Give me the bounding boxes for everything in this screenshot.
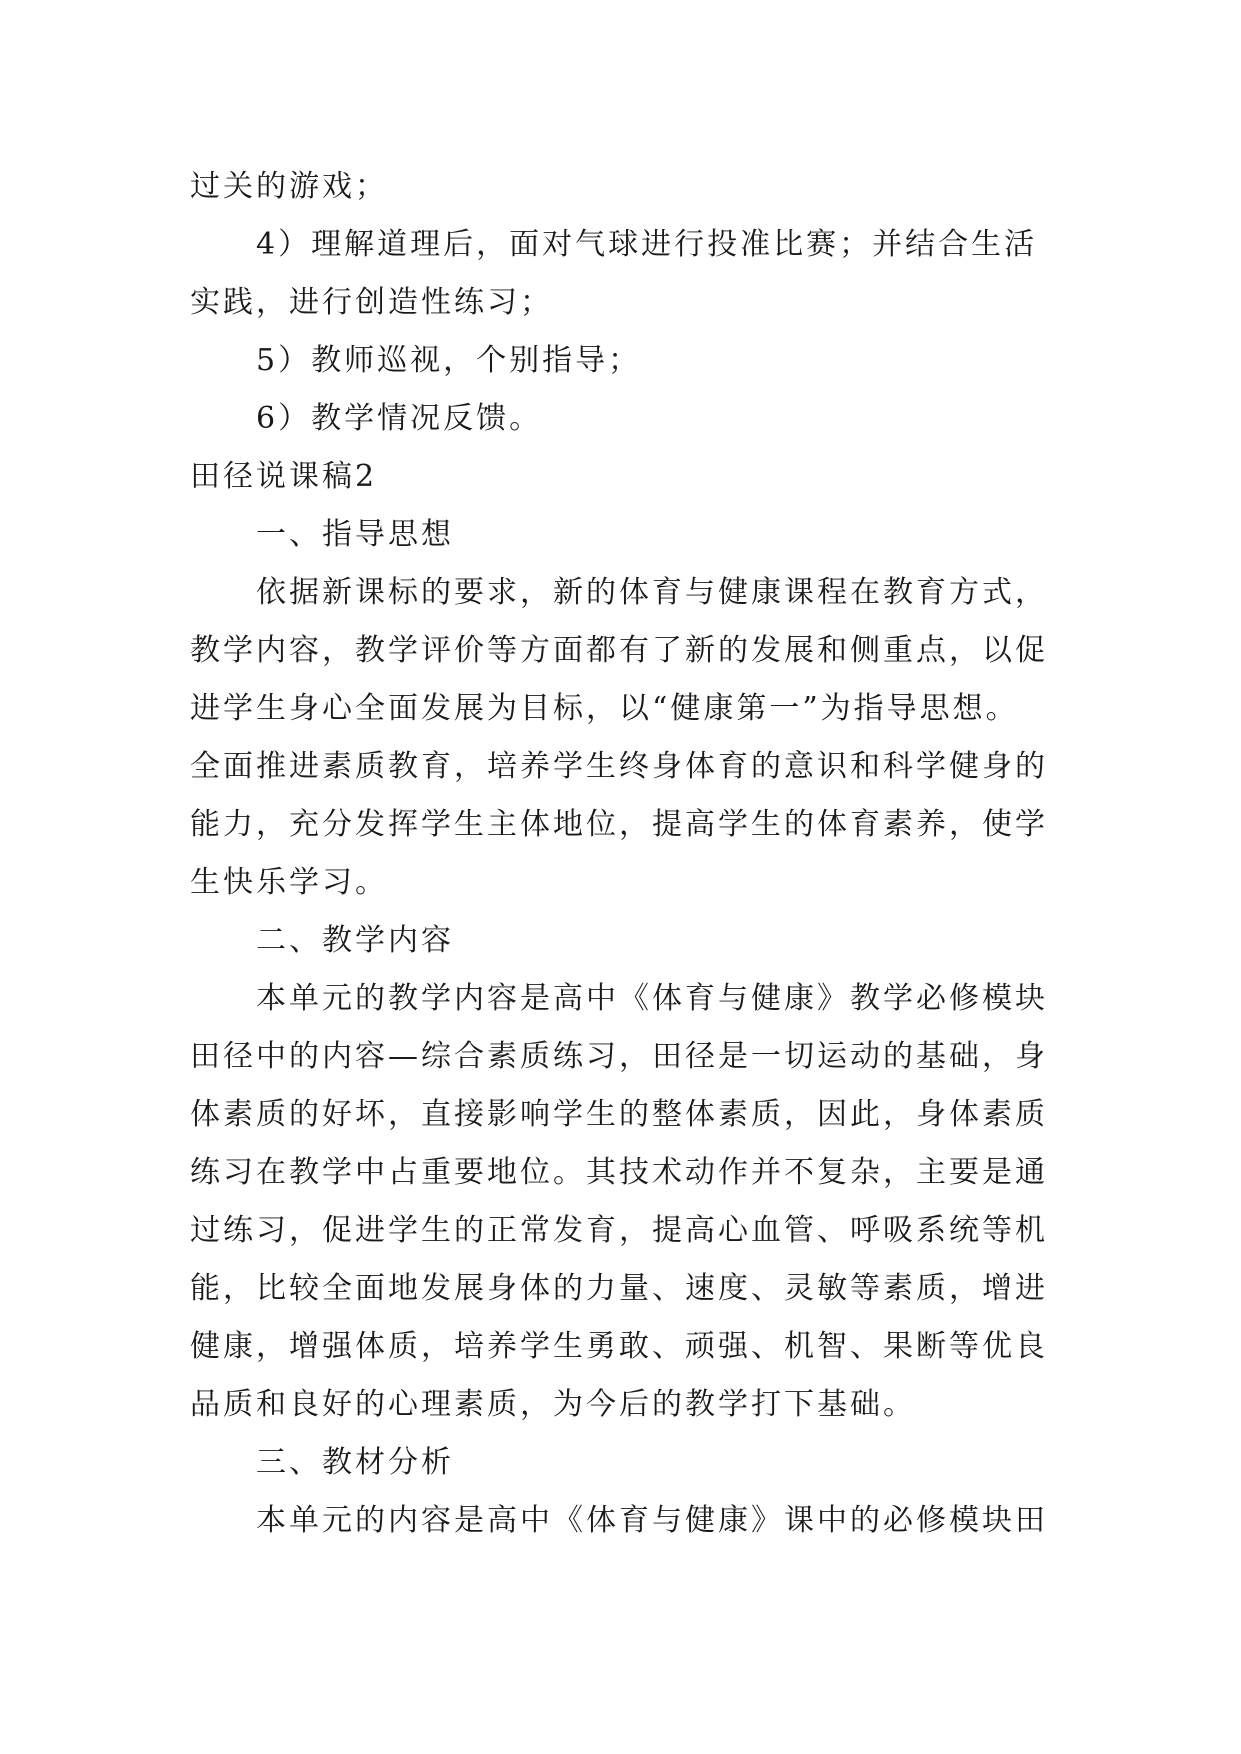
document-body xyxy=(190,158,1070,1550)
text-line: 过练习，促进学生的正常发育，提高心血管、呼吸系统等机 xyxy=(190,1213,1048,1248)
text-line: 田径说课稿2 xyxy=(190,459,378,494)
text-line: 练习在教学中占重要地位。其技术动作并不复杂，主要是通 xyxy=(190,1155,1048,1190)
text-line: 健康，增强体质，培养学生勇敢、顽强、机智、果断等优良 xyxy=(190,1329,1048,1364)
text-line: 品质和良好的心理素质，为今后的教学打下基础。 xyxy=(190,1387,916,1422)
text-line: 教学内容，教学评价等方面都有了新的发展和侧重点，以促 xyxy=(190,633,1048,668)
text-line: 本单元的教学内容是高中《体育与健康》教学必修模块 xyxy=(256,981,1048,1016)
text-line: 6）教学情况反馈。 xyxy=(256,401,543,436)
text-line: 5）教师巡视，个别指导； xyxy=(256,343,642,378)
text-line: 体素质的好坏，直接影响学生的整体素质，因此，身体素质 xyxy=(190,1097,1048,1132)
text-line: 一、指导思想 xyxy=(256,517,454,552)
text-line: 4）理解道理后，面对气球进行投准比赛；并结合生活 xyxy=(256,227,1038,262)
text-line: 二、教学内容 xyxy=(256,923,454,958)
text-line: 能力，充分发挥学生主体地位，提高学生的体育素养，使学 xyxy=(190,807,1048,842)
text-line: 全面推进素质教育，培养学生终身体育的意识和科学健身的 xyxy=(190,749,1048,784)
text-line: 依据新课标的要求，新的体育与健康课程在教育方式， xyxy=(256,575,1048,610)
text-line: 进学生身心全面发展为目标，以“健康第一”为指导思想。 xyxy=(190,691,1019,726)
text-line: 本单元的内容是高中《体育与健康》课中的必修模块田 xyxy=(256,1503,1048,1538)
text-line: 田径中的内容—综合素质练习，田径是一切运动的基础，身 xyxy=(190,1039,1048,1074)
text-line: 过关的游戏； xyxy=(190,169,388,204)
text-line: 能，比较全面地发展身体的力量、速度、灵敏等素质，增进 xyxy=(190,1271,1048,1306)
text-line: 三、教材分析 xyxy=(256,1445,454,1480)
text-line: 生快乐学习。 xyxy=(190,865,388,900)
text-line: 实践，进行创造性练习； xyxy=(190,285,553,320)
